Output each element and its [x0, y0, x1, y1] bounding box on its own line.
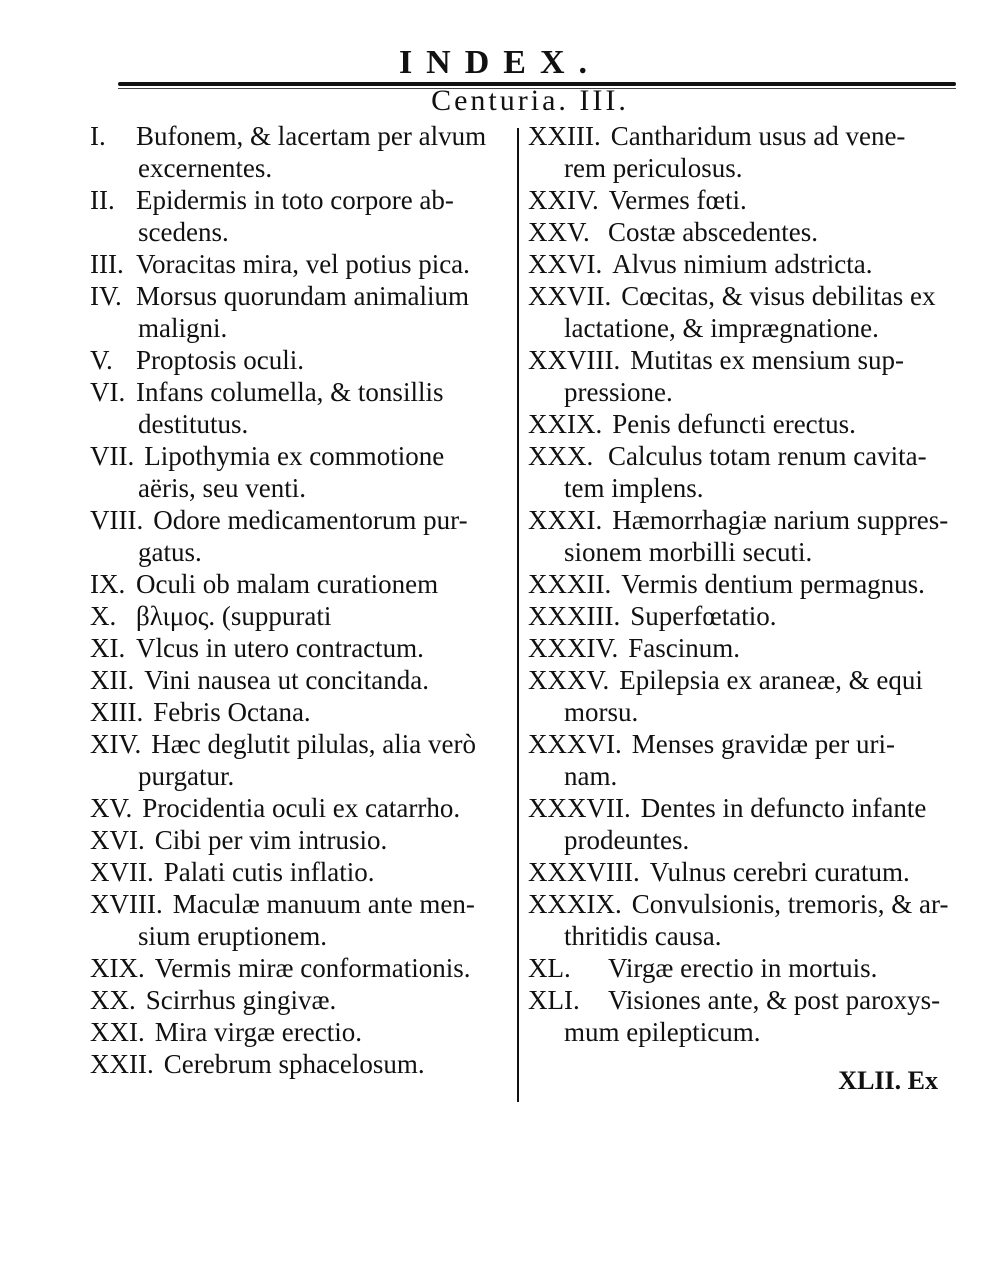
entry-continuation: rem periculosus.	[564, 153, 743, 183]
entry-number: XXXVII.	[528, 793, 631, 823]
entry-text: Morsus quorundam animalium	[136, 281, 469, 311]
entry-text: Hæc deglutit pilulas, alia verò	[151, 729, 476, 759]
entry-text: Febris Octana.	[153, 697, 311, 727]
entry-text: Superfœtatio.	[630, 601, 777, 631]
entry-number: IX.	[90, 569, 126, 599]
index-entry	[90, 440, 522, 504]
index-entry	[90, 504, 522, 568]
index-entry	[528, 568, 968, 600]
entry-number: XXXI.	[528, 505, 603, 535]
entry-number: XXI.	[90, 1017, 145, 1047]
index-entry	[528, 792, 968, 856]
entry-number: XI.	[90, 633, 126, 663]
entry-text: Hæmorrhagiæ narium suppres-	[612, 505, 949, 535]
entry-text: Vulnus cerebri curatum.	[649, 857, 910, 887]
entry-number: I.	[90, 121, 106, 151]
entry-text: Palati cutis inflatio.	[163, 857, 375, 887]
entry-number: XXXV.	[528, 665, 610, 695]
index-entry	[528, 952, 968, 984]
index-entry	[90, 856, 522, 888]
entry-text: Dentes in defuncto infante	[640, 793, 927, 823]
entry-number: XXIX.	[528, 409, 603, 439]
entry-number: XXVII.	[528, 281, 612, 311]
entry-text: Epilepsia ex araneæ, & equi	[619, 665, 923, 695]
entry-text: Visiones ante, & post paroxys-	[608, 985, 941, 1015]
index-entry	[528, 280, 968, 344]
index-entry	[528, 984, 968, 1048]
index-entry	[90, 696, 522, 728]
entry-number: XXXIII.	[528, 601, 621, 631]
entry-number: XXIII.	[528, 121, 601, 151]
entry-continuation: pressione.	[564, 377, 673, 407]
entry-text: Infans columella, & tonsillis	[136, 377, 444, 407]
entry-continuation: sium eruptionem.	[138, 921, 327, 951]
entry-text: Vermis miræ conformationis.	[154, 953, 471, 983]
entry-text: Menses gravidæ per uri-	[631, 729, 895, 759]
entry-continuation: thritidis causa.	[564, 921, 722, 951]
entry-text: Epidermis in toto corpore ab-	[136, 185, 454, 215]
entry-continuation: morsu.	[564, 697, 639, 727]
index-entry	[528, 664, 968, 728]
catchword: XLII. Ex	[838, 1066, 938, 1095]
entry-number: XXXIV.	[528, 633, 619, 663]
entry-text: Proptosis oculi.	[136, 345, 305, 375]
index-entry	[90, 888, 522, 952]
entry-continuation: maligni.	[138, 313, 228, 343]
entry-number: X.	[90, 601, 117, 631]
entry-number: XXVIII.	[528, 345, 621, 375]
entry-number: XXVI.	[528, 249, 603, 279]
index-entry	[528, 120, 968, 184]
index-entry	[90, 280, 522, 344]
entry-continuation: destitutus.	[138, 409, 249, 439]
entry-text: Vermes fœti.	[608, 185, 747, 215]
entry-text: Convulsionis, tremoris, & ar-	[631, 889, 949, 919]
entry-text: Virgæ erectio in mortuis.	[608, 953, 878, 983]
entry-number: XII.	[90, 665, 135, 695]
index-entry	[528, 216, 968, 248]
index-entry	[90, 952, 522, 984]
entry-text: Vermis dentium permagnus.	[621, 569, 925, 599]
index-column-right	[528, 120, 968, 1048]
index-entry	[90, 1016, 522, 1048]
entry-number: XIII.	[90, 697, 144, 727]
entry-text: Fascinum.	[628, 633, 741, 663]
index-entry	[90, 568, 522, 600]
entry-text: Penis defuncti erectus.	[612, 409, 856, 439]
entry-continuation: tem implens.	[564, 473, 704, 503]
entry-continuation: gatus.	[138, 537, 202, 567]
entry-number: V.	[90, 345, 113, 375]
entry-number: XXII.	[90, 1049, 154, 1079]
entry-number: XVIII.	[90, 889, 163, 919]
entry-text: Mira virgæ erectio.	[154, 1017, 362, 1047]
entry-continuation: lactatione, & imprægnatione.	[564, 313, 879, 343]
index-entry	[90, 184, 522, 248]
index-entry	[528, 248, 968, 280]
column-divider	[517, 128, 519, 1102]
entry-text: Procidentia oculi ex catarrho.	[142, 793, 461, 823]
entry-continuation: purgatur.	[138, 761, 235, 791]
index-entry	[528, 504, 968, 568]
entry-text: Calculus totam renum cavita-	[608, 441, 927, 471]
index-entry	[90, 248, 522, 280]
entry-number: XXX.	[528, 441, 594, 471]
index-column-left	[90, 120, 522, 1080]
entry-number: XXXVI.	[528, 729, 622, 759]
section-title: Centuria. III.	[431, 84, 629, 117]
entry-text: Lipothymia ex commotione	[144, 441, 445, 471]
index-entry	[528, 344, 968, 408]
index-entry	[90, 728, 522, 792]
entry-continuation: prodeuntes.	[564, 825, 690, 855]
entry-text: Cantharidum usus ad vene-	[610, 121, 906, 151]
entry-text: Oculi ob malam curationem	[136, 569, 439, 599]
entry-number: XXIV.	[528, 185, 599, 215]
index-entry	[90, 632, 522, 664]
index-entry	[528, 440, 968, 504]
entry-continuation: aëris, seu venti.	[138, 473, 306, 503]
entry-number: XVI.	[90, 825, 145, 855]
index-entry	[90, 664, 522, 696]
entry-number: XV.	[90, 793, 133, 823]
index-entry	[528, 888, 968, 952]
entry-text: Alvus nimium adstricta.	[612, 249, 873, 279]
entry-text: Bufonem, & lacertam per alvum	[136, 121, 487, 151]
entry-text: Scirrhus gingivæ.	[145, 985, 337, 1015]
entry-number: II.	[90, 185, 115, 215]
index-entry	[528, 856, 968, 888]
index-entry	[90, 376, 522, 440]
index-entry	[90, 792, 522, 824]
entry-continuation: sionem morbilli secuti.	[564, 537, 813, 567]
entry-number: VII.	[90, 441, 135, 471]
entry-number: XX.	[90, 985, 136, 1015]
entry-continuation: mum epilepticum.	[564, 1017, 761, 1047]
entry-number: VIII.	[90, 505, 144, 535]
entry-text: Costæ abscedentes.	[608, 217, 818, 247]
entry-continuation: excernentes.	[138, 153, 273, 183]
entry-number: XXV.	[528, 217, 590, 247]
entry-text: Cibi per vim intrusio.	[154, 825, 388, 855]
index-entry	[90, 1048, 522, 1080]
entry-text: Vini nausea ut concitanda.	[144, 665, 430, 695]
entry-number: XIV.	[90, 729, 142, 759]
running-header: INDEX.	[398, 44, 602, 81]
entry-text: Maculæ manuum ante men-	[172, 889, 475, 919]
entry-text: Odore medicamentorum pur-	[153, 505, 468, 535]
entry-number: XXXIX.	[528, 889, 622, 919]
index-entry	[528, 408, 968, 440]
entry-text: Mutitas ex mensium sup-	[630, 345, 904, 375]
entry-number: XIX.	[90, 953, 145, 983]
entry-number: XLI.	[528, 985, 580, 1015]
entry-text: Cerebrum sphacelosum.	[163, 1049, 425, 1079]
entry-text: Cœcitas, & visus debilitas ex	[621, 281, 936, 311]
entry-number: VI.	[90, 377, 126, 407]
index-entry	[90, 824, 522, 856]
entry-number: III.	[90, 249, 124, 279]
index-entry	[528, 728, 968, 792]
entry-continuation: nam.	[564, 761, 618, 791]
entry-number: XVII.	[90, 857, 154, 887]
entry-text: Voracitas mira, vel potius pica.	[136, 249, 470, 279]
index-entry	[528, 632, 968, 664]
index-entry	[90, 984, 522, 1016]
entry-number: XXXII.	[528, 569, 612, 599]
index-entry	[528, 600, 968, 632]
entry-continuation: scedens.	[138, 217, 229, 247]
index-entry	[90, 344, 522, 376]
entry-text: βλιμος. (suppurati	[136, 601, 332, 631]
entry-number: XXXVIII.	[528, 857, 640, 887]
entry-number: IV.	[90, 281, 122, 311]
entry-text: Vlcus in utero contractum.	[136, 633, 424, 663]
index-entry	[90, 600, 522, 632]
entry-number: XL.	[528, 953, 571, 983]
index-entry	[528, 184, 968, 216]
index-entry	[90, 120, 522, 184]
